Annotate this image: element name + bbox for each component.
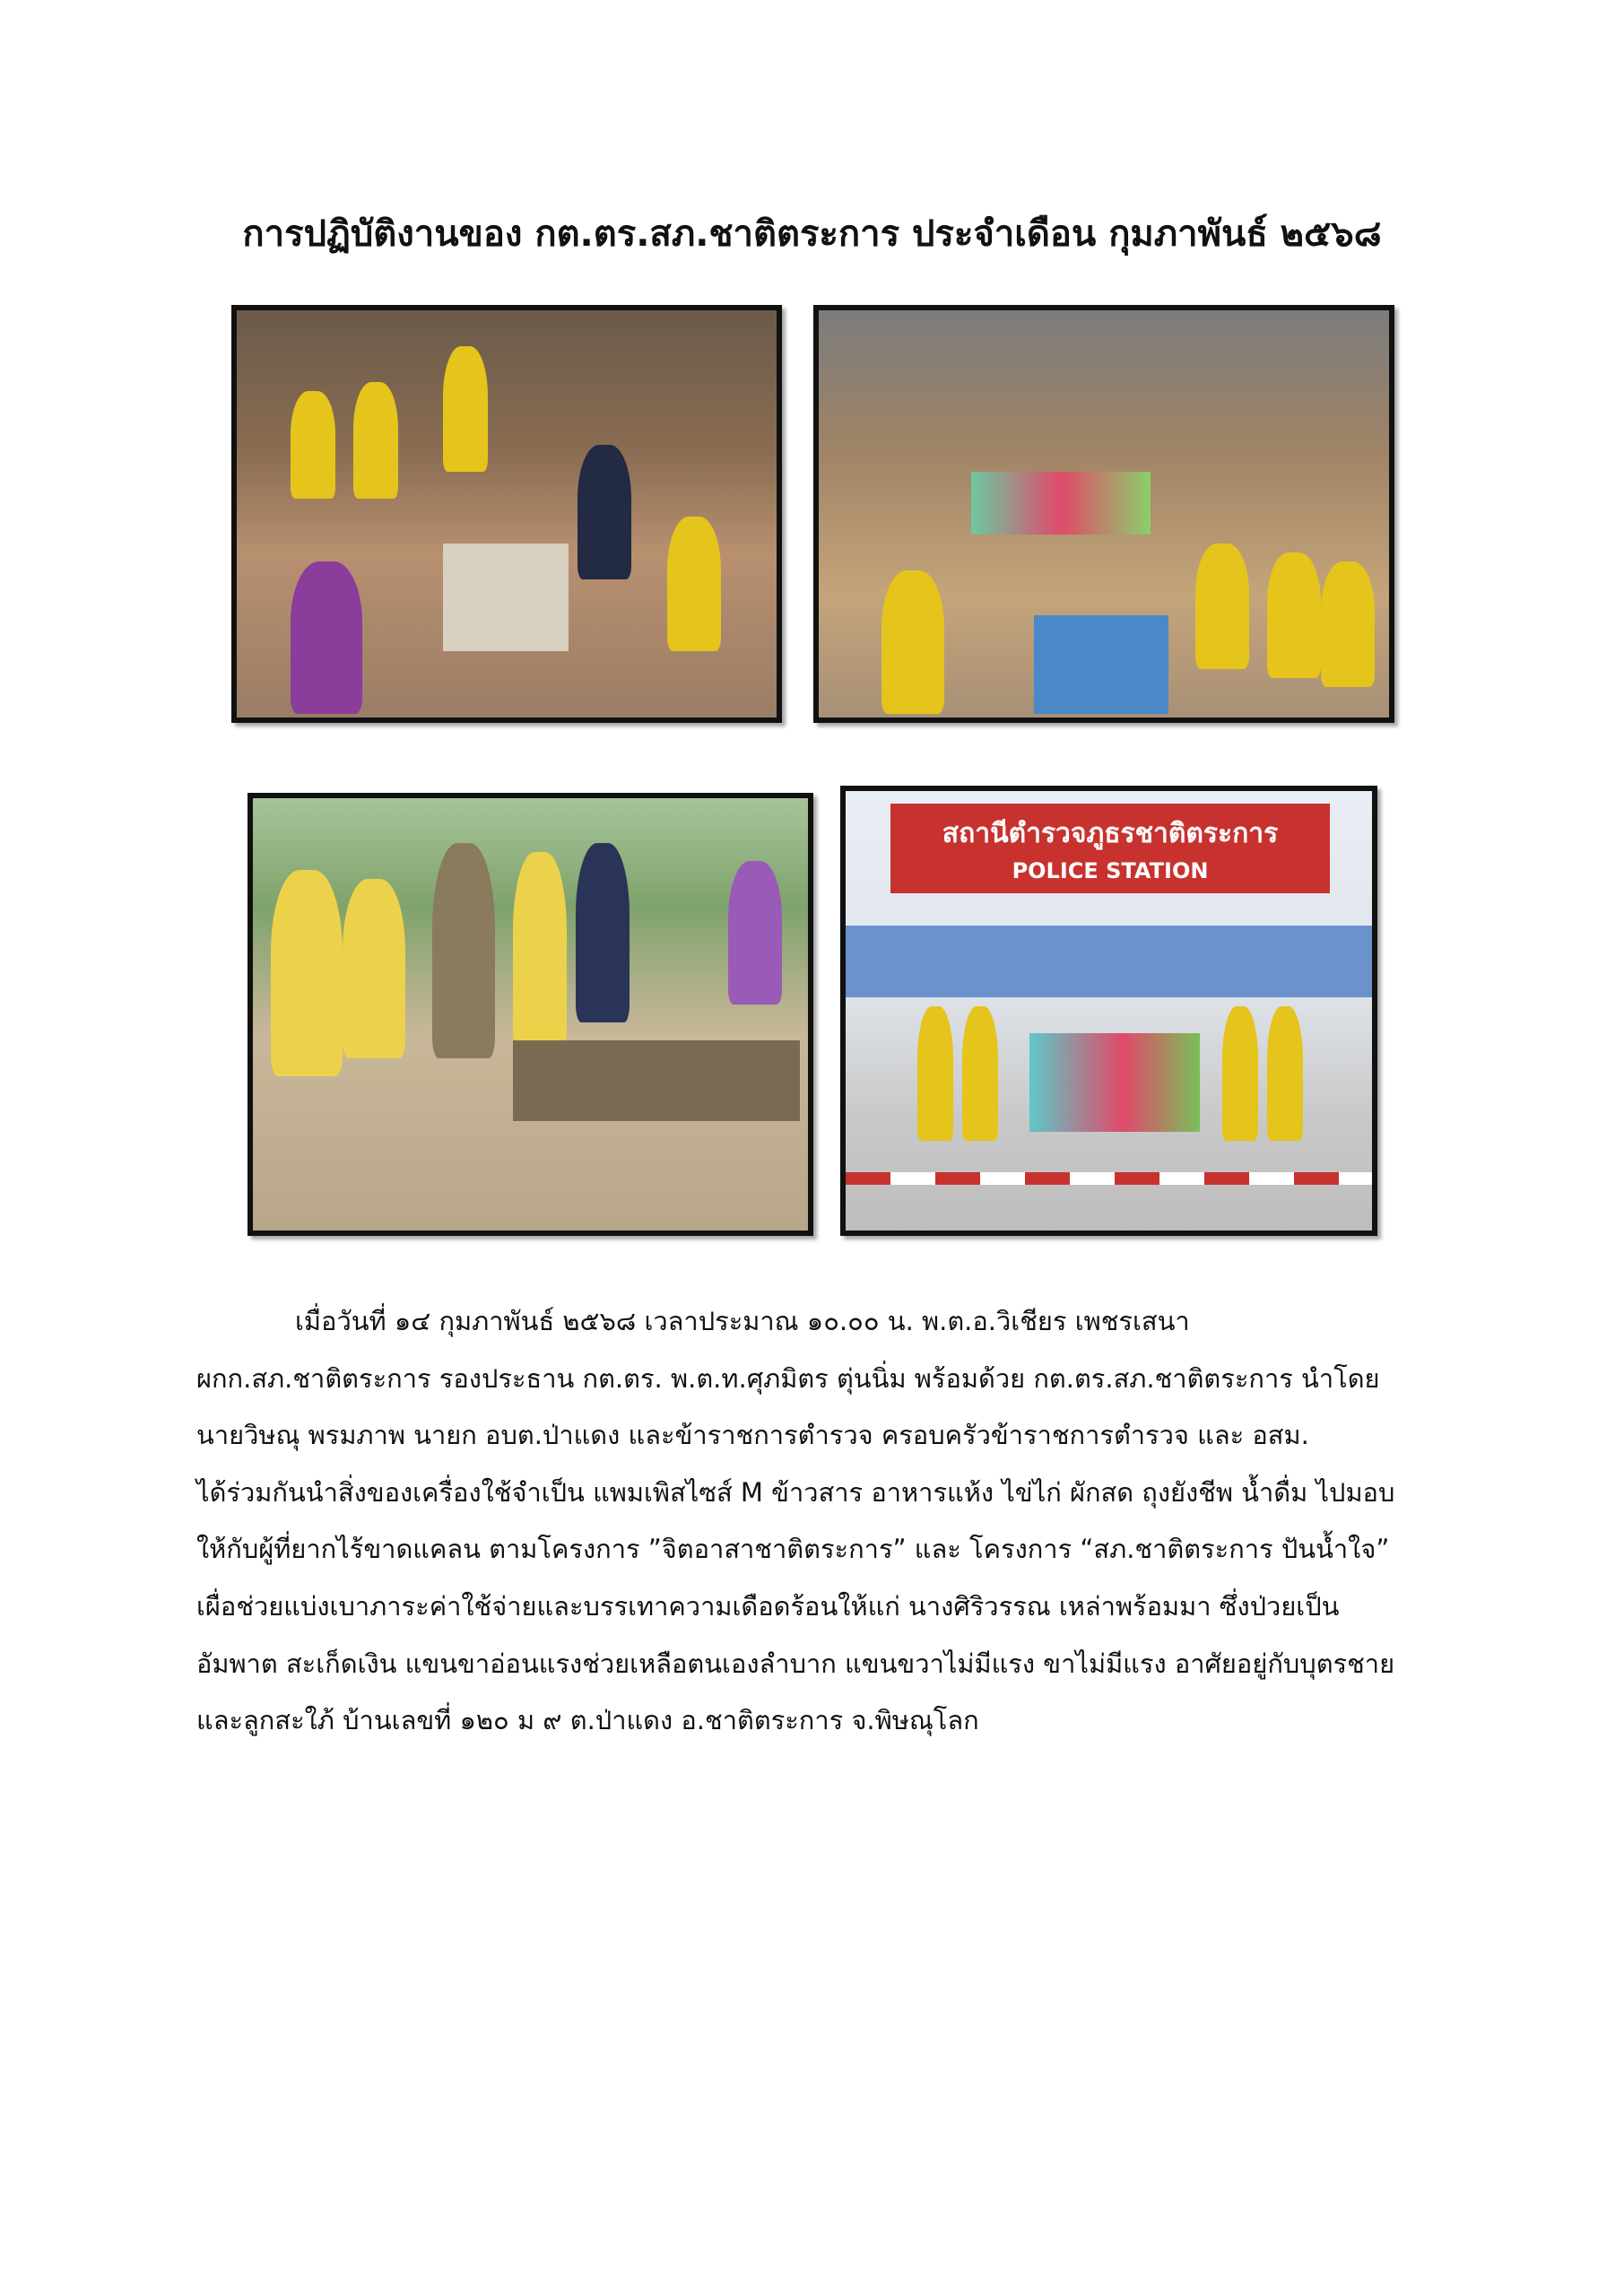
paragraph-line: เผื่อช่วยแบ่งเบาภาระค่าใช้จ่ายและบรรเทาความเดือดร้อนให้แก่ นางศิริวรรณ เหล่าพร้อมมา ซึ่งป่วยเป็น [196,1590,1340,1622]
paragraph-line: นายวิษณุ พรมภาพ นายก อบต.ป่าแดง และข้าราชการตำรวจ ครอบครัวข้าราชการตำรวจ และ อสม. [196,1420,1309,1451]
sign-english-text: POLICE STATION [1012,858,1209,883]
paragraph-line: อัมพาต สะเก็ดเงิน แขนขาอ่อนแรงช่วยเหลือตนเองลำบาก แขนขวาไม่มีแรง ขาไม่มีแรง อาศัยอยู่กับบุตรชาย [196,1648,1395,1679]
photo-visit-outdoor [248,793,813,1236]
paragraph-line: และลูกสะใภ้ บ้านเลขที่ ๑๒๐ ม ๙ ต.ป่าแดง อ.ชาติตระการ จ.พิษณุโลก [196,1705,979,1736]
page-title: การปฏิบัติงานของ กต.ตร.สภ.ชาติตระการ ประจำเดือน กุมภาพันธ์ ๒๕๖๘ [242,213,1382,255]
paragraph-line: ผกก.สภ.ชาติตระการ รองประธาน กต.ตร. พ.ต.ท.ศุภมิตร ตุ่นนิ่ม พร้อมด้วย กต.ตร.สภ.ชาติตระการ นำโดย [196,1362,1380,1394]
paragraph-line: ให้กับผู้ที่ยากไร้ขาดแคลน ตามโครงการ ”จิตอาสาชาติตระการ” และ โครงการ “สภ.ชาติตระการ ปันน้ำใจ” [196,1534,1390,1565]
paragraph-line: ได้ร่วมกันนำสิ่งของเครื่องใช้จำเป็น แพมเพิสไซส์ M ข้าวสาร อาหารแห้ง ไข่ไก่ ผักสด ถุงยังชีพ น้ำดื่ม ไปมอบ [196,1476,1395,1508]
photo-donation-indoor-group [231,305,782,723]
sign-thai-text: สถานีตำรวจภูธรชาติตระการ [942,818,1279,849]
photo-group-with-banner [813,305,1394,723]
paragraph-line: เมื่อวันที่ ๑๔ กุมภาพันธ์ ๒๕๖๘ เวลาประมาณ ๑๐.๐๐ น. พ.ต.อ.วิเชียร เพชรเสนา [295,1306,1190,1336]
photo-police-station-front [840,786,1377,1236]
police-station-sign [890,804,1330,893]
report-paragraph [196,1293,1434,1750]
